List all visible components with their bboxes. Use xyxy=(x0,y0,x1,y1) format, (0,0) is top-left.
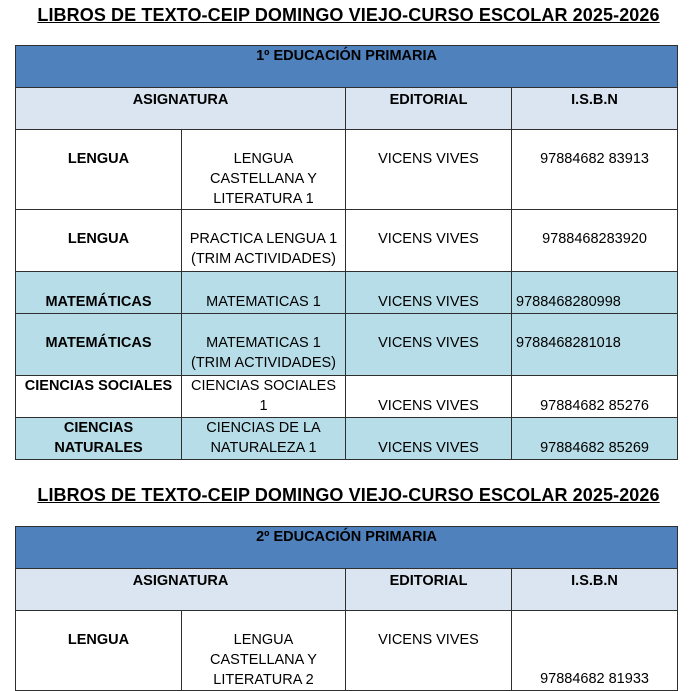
column-header-editorial: EDITORIAL xyxy=(346,569,512,611)
subject-cell: MATEMÁTICAS xyxy=(16,314,182,376)
table-row xyxy=(16,611,678,691)
table-row xyxy=(16,314,678,376)
editorial-cell: VICENS VIVES xyxy=(346,418,512,460)
table-row xyxy=(16,130,678,210)
editorial-cell: VICENS VIVES xyxy=(346,611,512,691)
editorial-cell: VICENS VIVES xyxy=(346,130,512,210)
subject-cell: CIENCIAS SOCIALES xyxy=(16,376,182,418)
table-row xyxy=(16,272,678,314)
book-title-cell: LENGUA CASTELLANA Y LITERATURA 2 xyxy=(182,611,346,691)
course-header: 1º EDUCACIÓN PRIMARIA xyxy=(16,46,678,88)
book-title-cell: MATEMATICAS 1 (TRIM ACTIVIDADES) xyxy=(182,314,346,376)
table-row xyxy=(16,210,678,272)
isbn-cell: 97884682 83913 xyxy=(512,130,678,210)
subject-cell: CIENCIAS NATURALES xyxy=(16,418,182,460)
course-header: 2º EDUCACIÓN PRIMARIA xyxy=(16,527,678,569)
textbook-table-1 xyxy=(15,45,678,460)
subject-cell: LENGUA xyxy=(16,130,182,210)
column-header-isbn: I.S.B.N xyxy=(512,569,678,611)
book-title-cell: CIENCIAS DE LA NATURALEZA 1 xyxy=(182,418,346,460)
column-header-asignatura: ASIGNATURA xyxy=(16,569,346,611)
page-title: LIBROS DE TEXTO-CEIP DOMINGO VIEJO-CURSO ESCOLAR 2025-2026 xyxy=(37,485,660,505)
column-header-asignatura: ASIGNATURA xyxy=(16,88,346,130)
book-title-cell: LENGUA CASTELLANA Y LITERATURA 1 xyxy=(182,130,346,210)
isbn-cell: 97884682 81933 xyxy=(512,611,678,691)
isbn-cell: 9788468281018 xyxy=(512,314,678,376)
isbn-cell: 97884682 85276 xyxy=(512,376,678,418)
column-header-isbn: I.S.B.N xyxy=(512,88,678,130)
book-title-cell: MATEMATICAS 1 xyxy=(182,272,346,314)
editorial-cell: VICENS VIVES xyxy=(346,210,512,272)
editorial-cell: VICENS VIVES xyxy=(346,272,512,314)
book-title-cell: PRACTICA LENGUA 1 (TRIM ACTIVIDADES) xyxy=(182,210,346,272)
subject-cell: MATEMÁTICAS xyxy=(16,272,182,314)
isbn-cell: 97884682 85269 xyxy=(512,418,678,460)
editorial-cell: VICENS VIVES xyxy=(346,376,512,418)
book-title-cell: CIENCIAS SOCIALES 1 xyxy=(182,376,346,418)
isbn-cell: 9788468280998 xyxy=(512,272,678,314)
table-row xyxy=(16,376,678,418)
column-header-editorial: EDITORIAL xyxy=(346,88,512,130)
textbook-table-2 xyxy=(15,526,678,691)
table-row xyxy=(16,418,678,460)
isbn-cell: 9788468283920 xyxy=(512,210,678,272)
page-title: LIBROS DE TEXTO-CEIP DOMINGO VIEJO-CURSO ESCOLAR 2025-2026 xyxy=(37,5,660,25)
editorial-cell: VICENS VIVES xyxy=(346,314,512,376)
subject-cell: LENGUA xyxy=(16,210,182,272)
subject-cell: LENGUA xyxy=(16,611,182,691)
